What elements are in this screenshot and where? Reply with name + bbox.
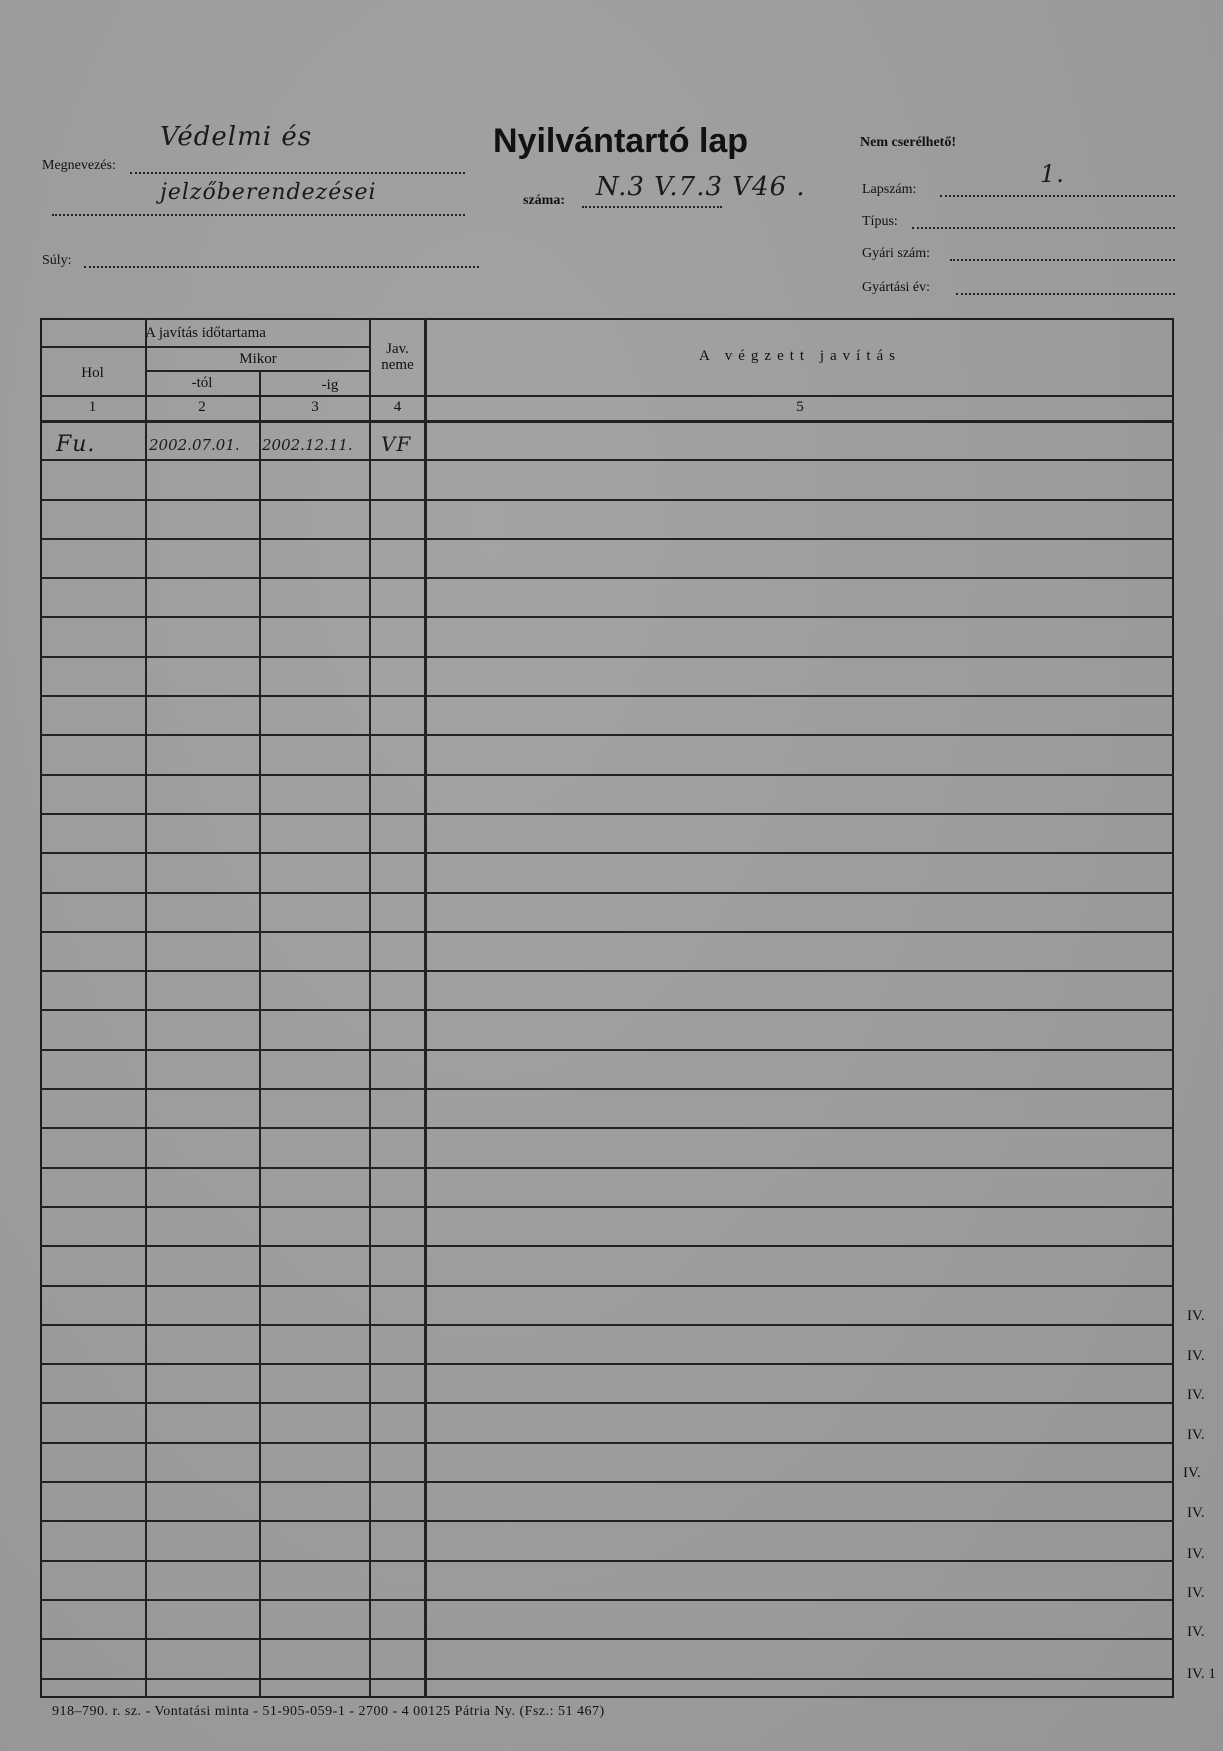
header-line-4 [40,420,1174,423]
ruled-line [40,1481,1174,1483]
margin-mark-iv: IV. [1187,1624,1205,1640]
ruled-line [40,538,1174,540]
ruled-line [40,1167,1174,1169]
ruled-line [40,1442,1174,1444]
ig-header: -ig [321,377,339,393]
ruled-line [40,1402,1174,1404]
margin-mark-iv: IV. [1187,1387,1205,1403]
col-divider-3 [369,318,371,1698]
ruled-line [40,1245,1174,1247]
ruled-line [40,1638,1174,1640]
ruled-line [40,1363,1174,1365]
ruled-line [40,1088,1174,1090]
lapszam-label: Lapszám: [862,182,917,197]
col-number-3: 3 [311,399,319,415]
header-line-3 [40,395,1174,397]
col-divider-2 [259,370,261,1698]
megnevezes-label: Megnevezés: [42,158,116,173]
page-title: Nyilvántartó lap [493,122,749,160]
suly-line [84,266,479,268]
col-number-1: 1 [88,399,97,415]
tipus-label: Típus: [862,214,898,229]
ruled-line [40,774,1174,776]
margin-mark-iv: IV. [1187,1585,1205,1601]
hol-header: Hol [81,365,104,381]
ruled-line [40,970,1174,972]
megnevezes-line-2 [52,214,465,216]
margin-mark-iv: IV. [1187,1308,1205,1324]
ruled-line [40,459,1174,461]
gyartasi-ev-label: Gyártási év: [862,280,931,295]
margin-mark-iv: IV. [1187,1427,1205,1443]
lapszam-handwritten: 1. [1040,160,1065,188]
gyartasi-ev-line [956,293,1175,295]
nem-cserelheto-note: Nem cserélhető! [860,135,957,150]
col-number-5: 5 [796,399,804,415]
ruled-line [40,813,1174,815]
lapszam-line [940,195,1175,197]
ruled-line [40,1560,1174,1562]
margin-mark-iv: IV. [1187,1505,1205,1521]
jav-header-line1: Jav. [386,341,409,357]
ruled-line [40,1520,1174,1522]
col-number-4: 4 [393,399,402,415]
tol-header: -tól [191,375,213,391]
ruled-line [40,852,1174,854]
col-divider-4 [424,318,427,1698]
ruled-line [40,734,1174,736]
ruled-line [40,1009,1174,1011]
ruled-line [40,1285,1174,1287]
margin-mark-iv: IV. [1187,1348,1205,1364]
tipus-line [912,227,1175,229]
mikor-header: Mikor [239,351,277,367]
ruled-line [40,1049,1174,1051]
row1-hol: Fu. [56,432,96,457]
ruled-line [40,616,1174,618]
ruled-line [40,656,1174,658]
group-header: A javítás időtartama [145,325,266,341]
ruled-line [40,695,1174,697]
ruled-line [40,931,1174,933]
ruled-line [40,1324,1174,1326]
footer-print-info: 918–790. r. sz. - Vontatási minta - 51-905-059-1 - 2700 - 4 00125 Pátria Ny. (Fsz.: 51 467) [52,1704,605,1719]
gyari-szam-label: Gyári szám: [862,246,931,261]
megnevezes-line-1 [130,172,465,174]
row1-jav-neme: VF [381,432,412,456]
header-line-2 [145,370,371,372]
ruled-line [40,577,1174,579]
ruled-line [40,1206,1174,1208]
suly-label: Súly: [42,253,72,268]
row1-ig: 2002.12.11. [262,436,353,454]
megnevezes-handwritten-2: jelzőberendezései [160,180,377,205]
col-number-2: 2 [198,399,206,415]
col-divider-1 [145,318,147,1698]
ruled-line [40,1678,1174,1680]
margin-mark-iv: IV. [1183,1465,1201,1481]
szama-handwritten: N.3 V.7.3 V46 . [596,172,806,202]
szama-line [582,206,722,208]
margin-mark-iv: IV. [1187,1546,1205,1562]
ruled-line [40,892,1174,894]
ruled-line [40,499,1174,501]
jav-header-line2: neme [381,357,414,373]
ruled-line [40,1599,1174,1601]
margin-mark-iv: IV. 1 [1187,1666,1216,1682]
repair-table [40,318,1174,1698]
ruled-line [40,1127,1174,1129]
row1-tol: 2002.07.01. [149,436,240,454]
megnevezes-handwritten-1: Védelmi és [160,122,313,152]
vegzett-javitas-header: A végzett javítás [699,348,901,364]
gyari-szam-line [950,259,1175,261]
szama-label: száma: [523,193,565,208]
header-line-1 [40,346,371,348]
